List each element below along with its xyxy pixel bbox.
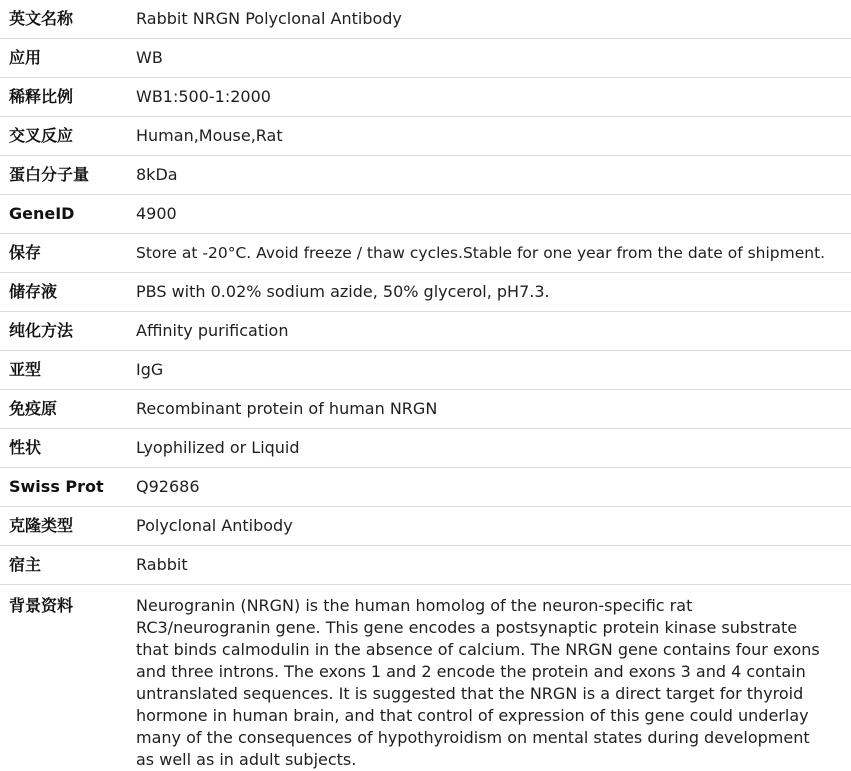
spec-label: 保存: [0, 234, 136, 273]
spec-label: 亚型: [0, 351, 136, 390]
spec-label: 稀释比例: [0, 78, 136, 117]
spec-row-storage-buffer: [0, 273, 851, 312]
spec-label: Swiss Prot: [0, 468, 136, 507]
spec-value: 4900: [136, 195, 851, 234]
spec-label: 交叉反应: [0, 117, 136, 156]
spec-label: 免疫原: [0, 390, 136, 429]
spec-label: 克隆类型: [0, 507, 136, 546]
spec-value: Recombinant protein of human NRGN: [136, 390, 851, 429]
spec-row-swiss-prot: [0, 468, 851, 507]
spec-value: Human,Mouse,Rat: [136, 117, 851, 156]
spec-value: Store at -20°C. Avoid freeze / thaw cycles.Stable for one year from the date of shipment.: [136, 234, 851, 273]
spec-row-english-name: [0, 0, 851, 39]
spec-row-dilution: [0, 78, 851, 117]
spec-label: 蛋白分子量: [0, 156, 136, 195]
spec-value: Rabbit NRGN Polyclonal Antibody: [136, 0, 851, 39]
spec-value: WB: [136, 39, 851, 78]
spec-label: GeneID: [0, 195, 136, 234]
spec-row-gene-id: [0, 195, 851, 234]
spec-value: 8kDa: [136, 156, 851, 195]
spec-row-molecular-weight: [0, 156, 851, 195]
spec-value: Q92686: [136, 468, 851, 507]
spec-row-host: [0, 546, 851, 585]
spec-value: Affinity purification: [136, 312, 851, 351]
spec-row-storage: [0, 234, 851, 273]
spec-label: 背景资料: [0, 585, 136, 771]
spec-value: Rabbit: [136, 546, 851, 585]
spec-label: 应用: [0, 39, 136, 78]
spec-row-background: [0, 585, 851, 771]
spec-label: 性状: [0, 429, 136, 468]
spec-label: 储存液: [0, 273, 136, 312]
spec-value: Polyclonal Antibody: [136, 507, 851, 546]
spec-row-application: [0, 39, 851, 78]
spec-label: 宿主: [0, 546, 136, 585]
background-description: Neurogranin (NRGN) is the human homolog of the neuron-specific rat RC3/neurogranin gene. This gene encodes a postsynaptic protein kinase substrate that binds calmodulin in the absence of calcium. The NRGN gene contains four exons and three introns. The exons 1 and 2 encode the protein and exons 3 and 4 contain untranslated sequences. It is suggested that the NRGN is a direct target for thyroid hormone in human brain, and that control of expression of this gene could underlay many of the consequences of hypothyroidism on mental states during development as well as in adult subjects.: [136, 585, 851, 771]
spec-row-purification: [0, 312, 851, 351]
spec-value: IgG: [136, 351, 851, 390]
spec-row-immunogen: [0, 390, 851, 429]
spec-row-clonality: [0, 507, 851, 546]
spec-value: Lyophilized or Liquid: [136, 429, 851, 468]
spec-label: 纯化方法: [0, 312, 136, 351]
spec-label: 英文名称: [0, 0, 136, 39]
spec-value: PBS with 0.02% sodium azide, 50% glycerol, pH7.3.: [136, 273, 851, 312]
spec-value: WB1:500-1:2000: [136, 78, 851, 117]
spec-row-form: [0, 429, 851, 468]
spec-row-isotype: [0, 351, 851, 390]
spec-row-cross-reactivity: [0, 117, 851, 156]
